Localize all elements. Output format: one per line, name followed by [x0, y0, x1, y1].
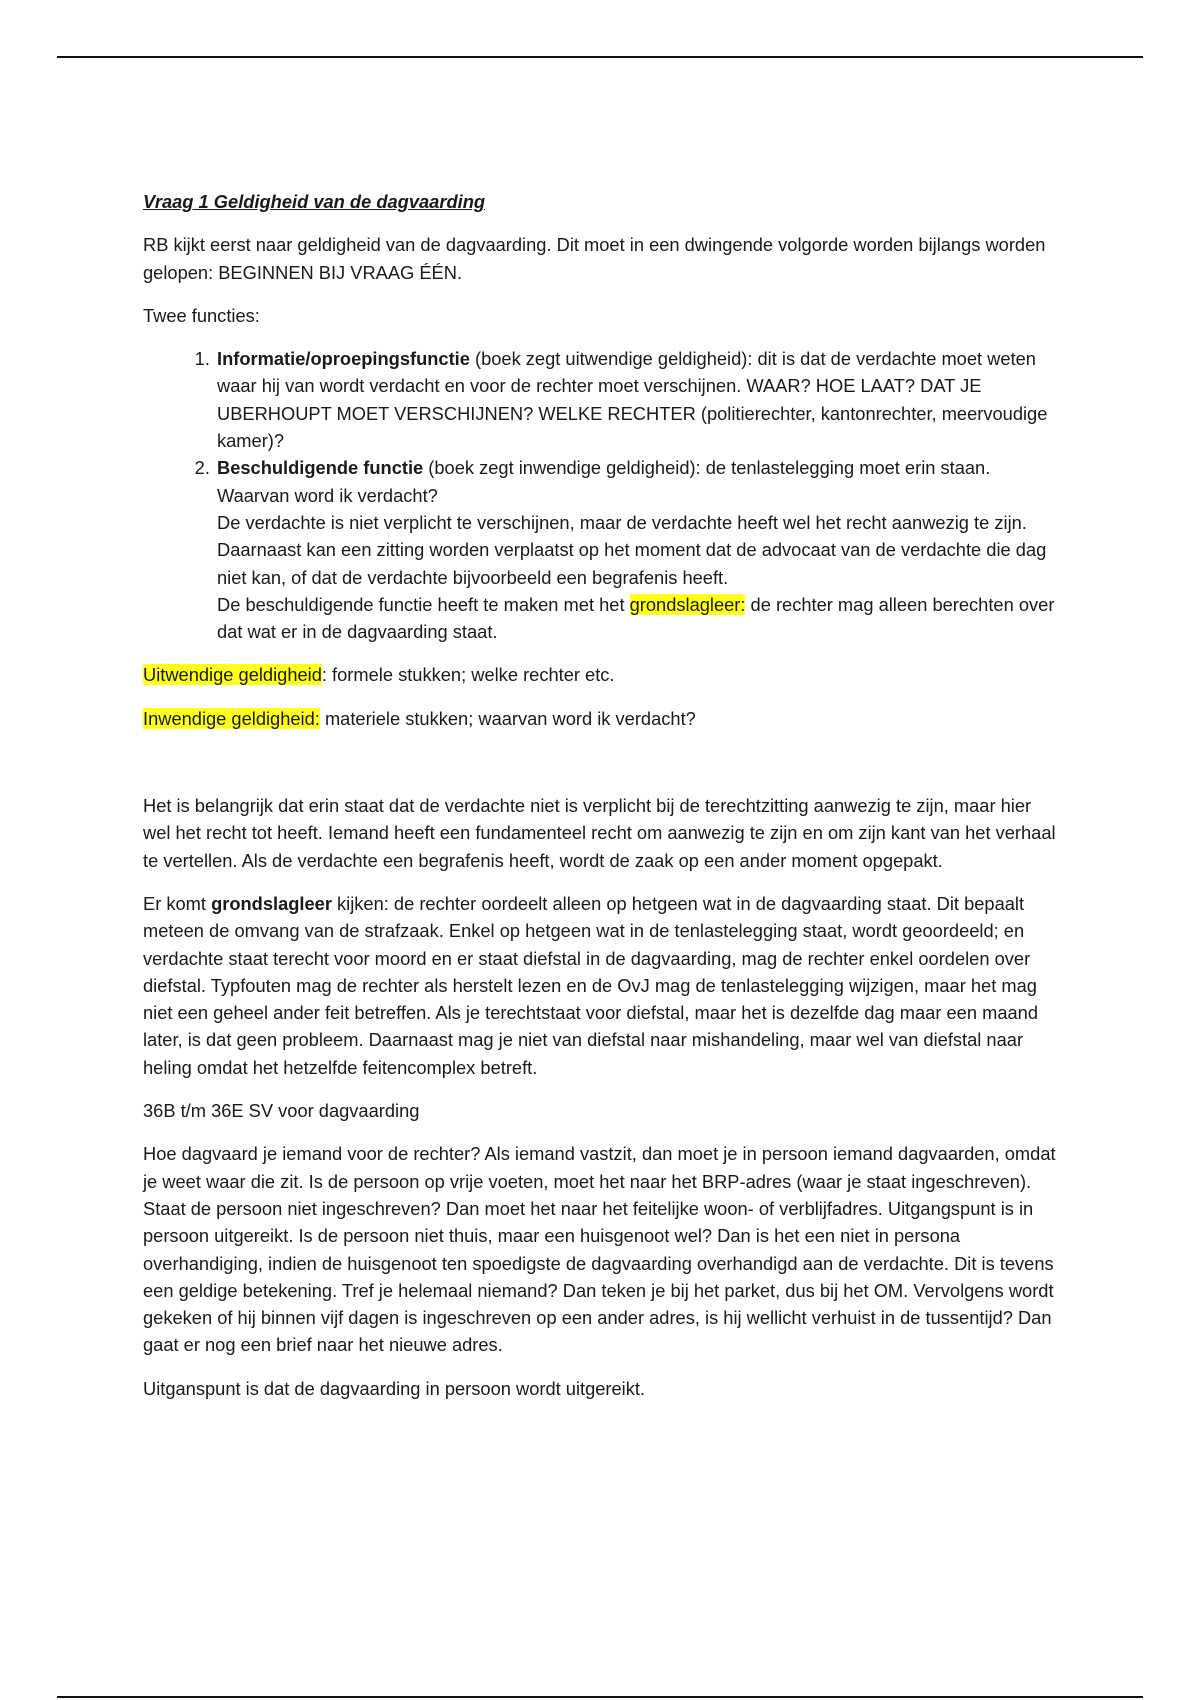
uitgangspunt-paragraph: Uitganspunt is dat de dagvaarding in persoon wordt uitgereikt.: [143, 1377, 646, 1399]
articles-paragraph: 36B t/m 36E SV voor dagvaarding: [143, 1100, 420, 1122]
function-note-grondslag-pre: De beschuldigende functie heeft te maken met het: [217, 593, 630, 615]
inwendig-paragraph: [143, 705, 1063, 732]
function-note-grondslag-post: de rechter mag alleen berechten over dat wat er in de dagvaarding staat.: [217, 593, 1055, 643]
aanwezig-paragraph: Het is belangrijk dat erin staat dat de verdachte niet is verplicht bij de terechtzitting aanwezig te zijn, maar hier wel het recht tot heeft. Iemand heeft een fundamenteel recht om aanwezig te zijn en om zijn kant van het verhaal te vertellen. Als de verdachte een begrafenis heeft, wordt de zaak op een ander moment opgepakt.: [143, 795, 1056, 871]
functions-list: [143, 345, 1063, 645]
uitwendig-text: : formele stukken; welke rechter etc.: [321, 664, 615, 686]
dagvaard-paragraph: Hoe dagvaard je iemand voor de rechter? Als iemand vastzit, dan moet je in persoon iemand dagvaarden, omdat je weet waar die zit. Is de persoon op vrije voeten, moet het naar het BRP-adres (waar je staat ingeschreven). Staat de persoon niet ingeschreven? Dan moet het naar het feitelijke woon- of verblijfadres. Uitgangspunt is in persoon uitgereikt. Is de persoon niet thuis, maar een huisgenoot wel? Dan is het een niet in persona overhandiging, indien de huisgenoot ten spoedigste de dagvaarding overhandigd aan de verdachte. Dit is tevens een geldige betekening. Tref je helemaal niemand? Dan teken je bij het parket, dus bij het OM. Vervolgens wordt gekeken of hij binnen vijf dagen is ingeschreven op een ander adres, is hij wellicht verhuist in de tussentijd? Dan gaat er nog een brief naar het nieuwe adres.: [143, 1143, 1056, 1356]
function-term: Beschuldigende functie: [217, 457, 424, 479]
footer-rule: [57, 1696, 1143, 1698]
function-description: (boek zegt inwendige geldigheid): de tenlastelegging moet erin staan. Waarvan word ik verdacht?: [217, 457, 991, 506]
grondslag-paragraph: [143, 890, 1063, 1081]
grondslag-post: kijken: de rechter oordeelt alleen op hetgeen wat in de dagvaarding staat. Dit bepaalt meteen de omvang van de strafzaak. Enkel op hetgeen wat in de tenlastelegging staat, wordt geoordeeld; en verdachte staat terecht voor moord en er staat diefstal in de dagvaarding, mag de rechter enkel oordelen over diefstal. Typfouten mag de rechter als herstelt lezen en de OvJ mag de tenlastelegging wijzigen, maar het mag niet een geheel ander feit betreffen. Als je terechtstaat voor diefstal, maar het is dezelfde dag maar een maand later, is dat geen probleem. Daarnaast mag je niet van diefstal naar mishandeling, maar wel van diefstal naar heling omdat het hetzelfde feitencomplex betreft.: [143, 892, 1038, 1078]
inwendig-text: materiele stukken; waarvan word ik verdacht?: [319, 707, 696, 729]
highlight-grondslagleer: grondslagleer:: [629, 593, 746, 615]
document-body: [143, 188, 1063, 1418]
uitwendig-paragraph: [143, 661, 1063, 688]
two-functions-label: Twee functies:: [143, 304, 260, 326]
function-item-beschuldigend: [215, 454, 1063, 645]
function-note-verschijnen: De verdachte is niet verplicht te verschijnen, maar de verdachte heeft wel het recht aanwezig te zijn.: [217, 511, 1027, 533]
blank-line: [143, 748, 1063, 792]
grondslag-pre: Er komt: [143, 892, 212, 914]
section-heading: Vraag 1 Geldigheid van de dagvaarding: [143, 191, 486, 212]
highlight-uitwendige-geldigheid: Uitwendige geldigheid: [143, 664, 322, 686]
intro-paragraph: RB kijkt eerst naar geldigheid van de dagvaarding. Dit moet in een dwingende volgorde worden bijlangs worden gelopen: BEGINNEN BIJ VRAAG ÉÉN.: [143, 234, 1046, 283]
header-rule: [57, 56, 1143, 58]
function-note-verplaatsen: Daarnaast kan een zitting worden verplaatst op het moment dat de advocaat van de verdachte die dag niet kan, of dat de verdachte bijvoorbeeld een begrafenis heeft.: [217, 539, 1047, 588]
function-term: Informatie/oproepingsfunctie: [217, 348, 470, 370]
highlight-inwendige-geldigheid: Inwendige geldigheid:: [143, 707, 320, 729]
function-description: (boek zegt uitwendige geldigheid): dit is dat de verdachte moet weten waar hij van wordt verdacht en voor de rechter moet verschijnen. WAAR? HOE LAAT? DAT JE UBERHOUPT MOET VERSCHIJNEN? WELKE RECHTER (politierechter, kantonrechter, meervoudige kamer)?: [217, 348, 1048, 452]
function-item-informatie: [215, 345, 1063, 454]
grondslag-bold: grondslagleer: [211, 892, 332, 914]
